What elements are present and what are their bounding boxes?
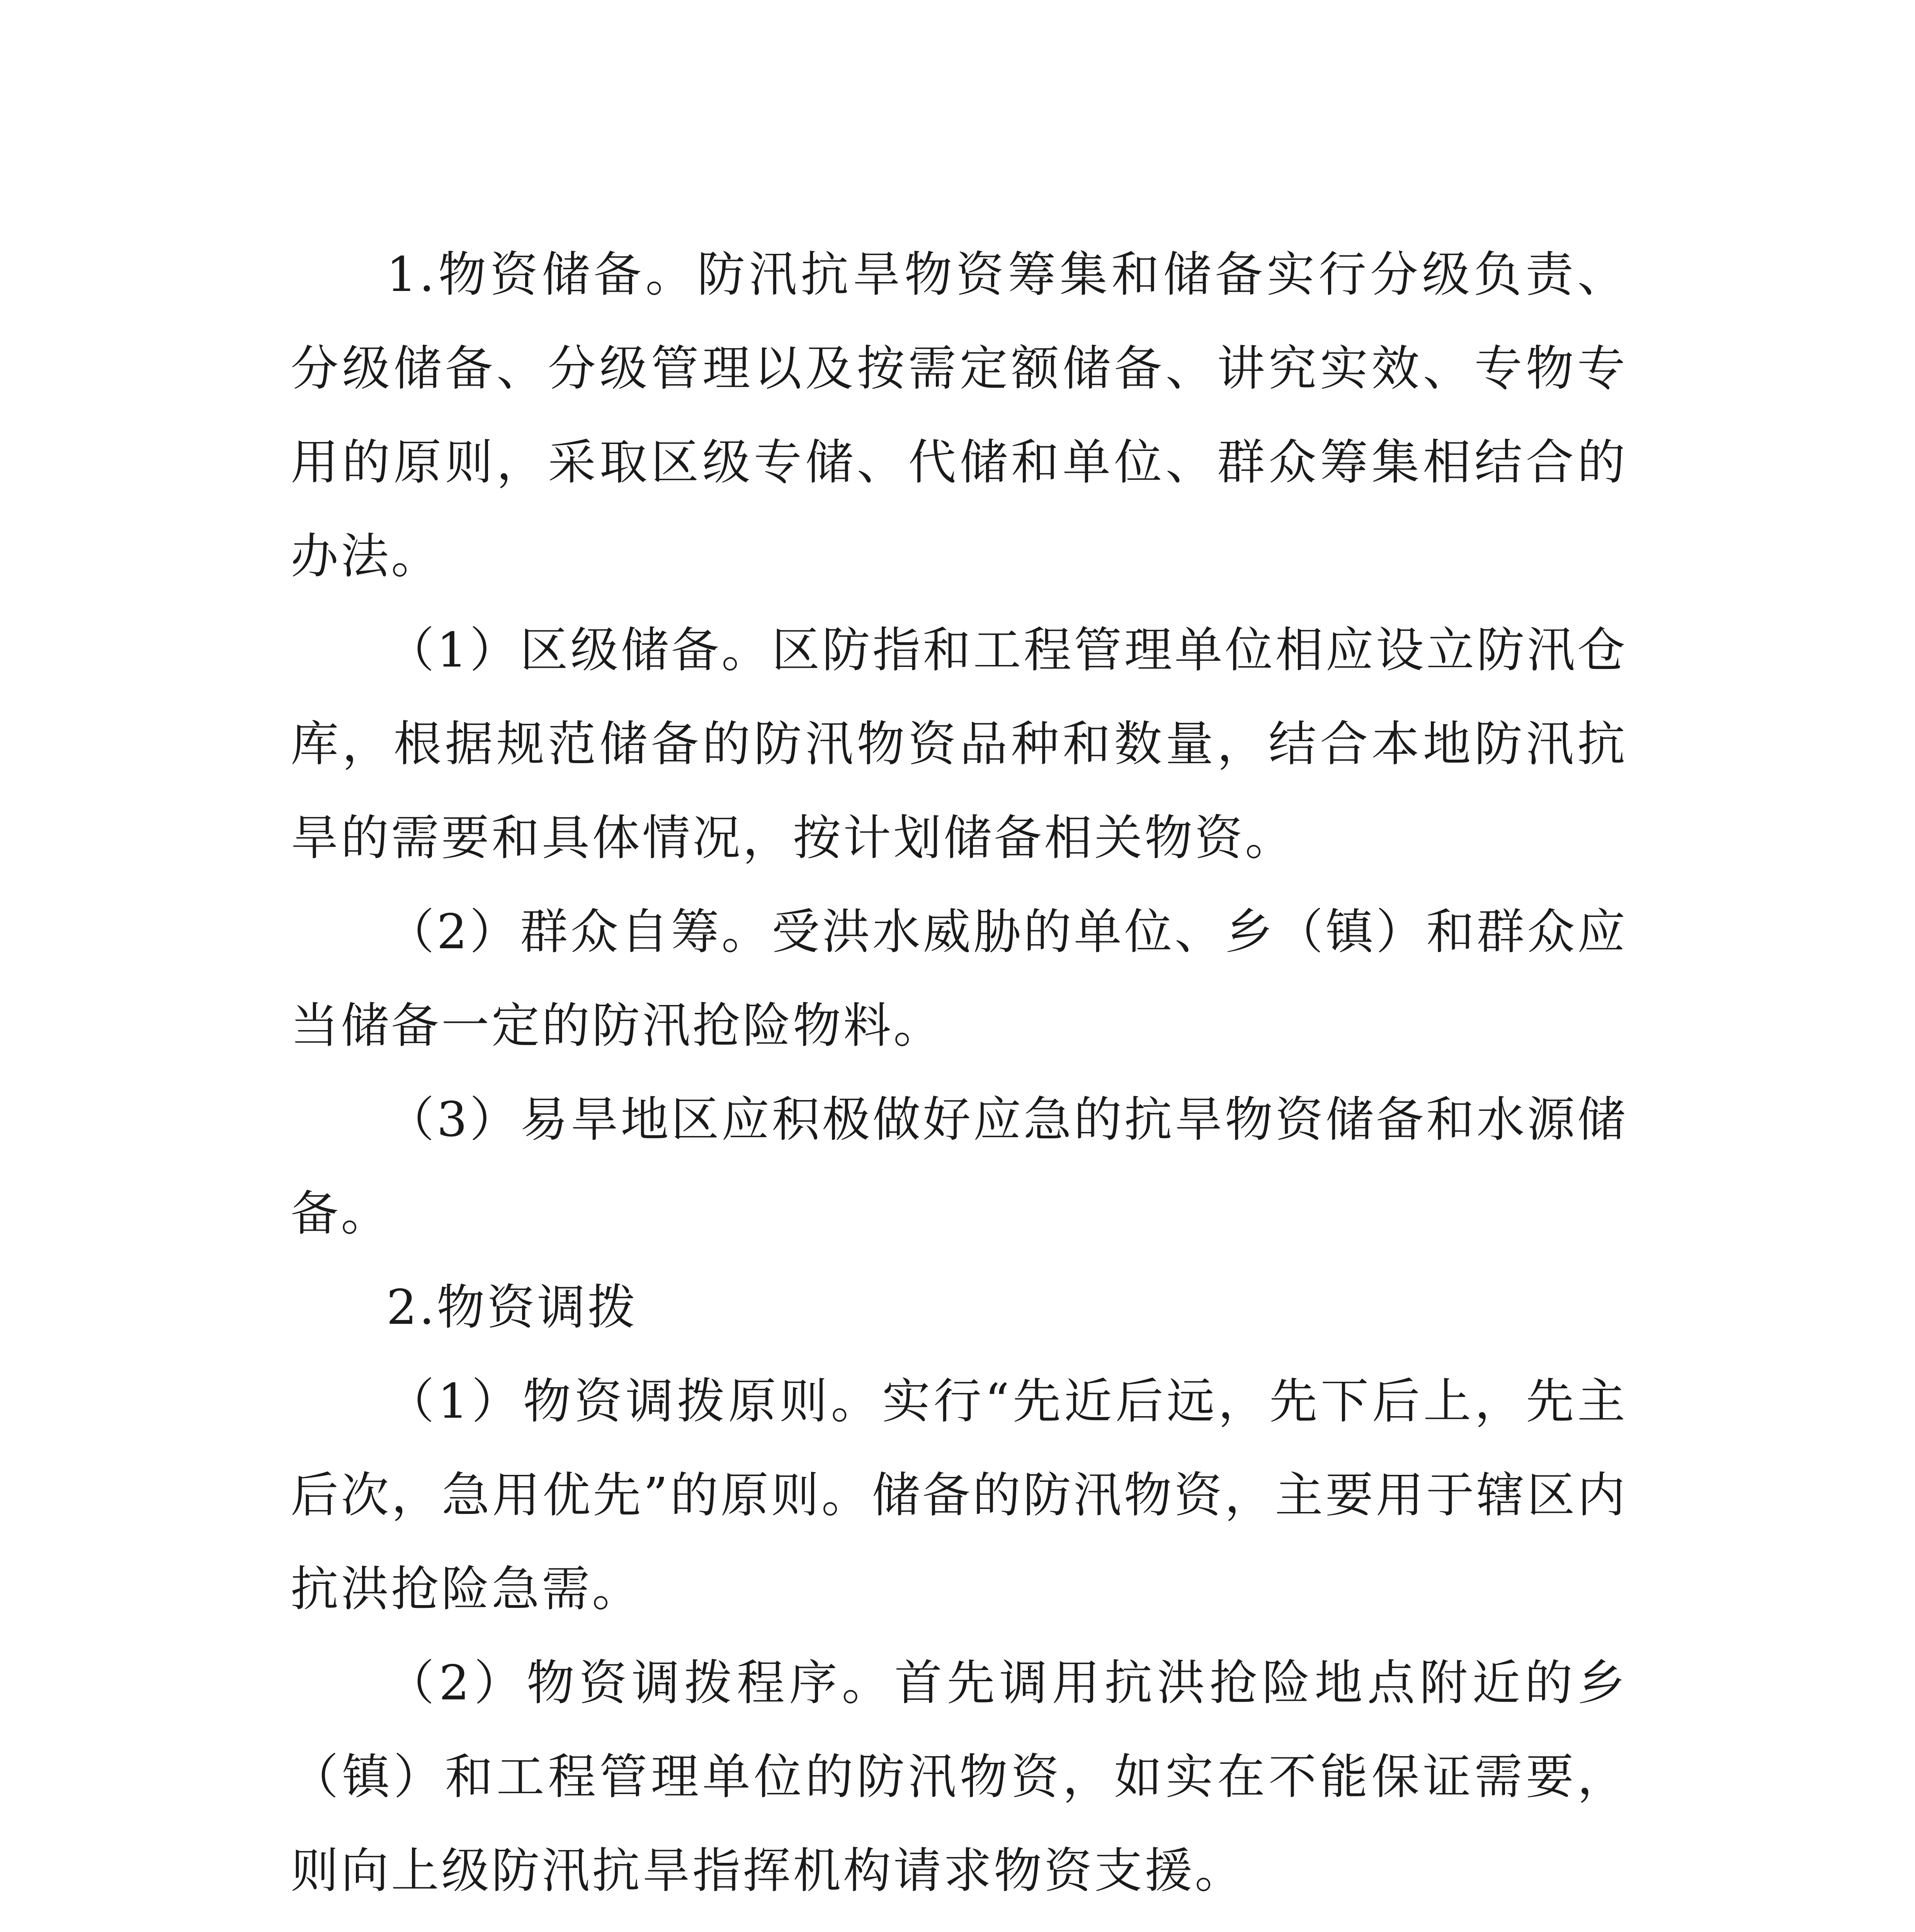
paragraph-material-reserve: 1.物资储备。防汛抗旱物资筹集和储备实行分级负责、分级储备、分级管理以及按需定额储备、讲究实效、专物专用的原则，采取区级专储、代储和单位、群众筹集相结合的办法。 bbox=[291, 247, 1628, 584]
paragraph-allocation-principle: （1）物资调拨原则。实行“先近后远，先下后上，先主后次，急用优先”的原则。储备的防汛物资，主要用于辖区内抗洪抢险急需。 bbox=[291, 1374, 1628, 1617]
document-body bbox=[291, 228, 1628, 1932]
paragraph-public-self-raised: （2）群众自筹。受洪水威胁的单位、乡（镇）和群众应当储备一定的防汛抢险物料。 bbox=[291, 904, 1628, 1054]
paragraph-district-reserve: （1）区级储备。区防指和工程管理单位相应设立防汛仓库，根据规范储备的防汛物资品种和数量，结合本地防汛抗旱的需要和具体情况，按计划储备相关物资。 bbox=[291, 622, 1628, 866]
heading-material-allocation: 2.物资调拨 bbox=[386, 1280, 638, 1335]
paragraph-drought-area-reserve: （3）易旱地区应积极做好应急的抗旱物资储备和水源储备。 bbox=[291, 1092, 1628, 1242]
paragraph-allocation-procedure: （2）物资调拨程序。首先调用抗洪抢险地点附近的乡（镇）和工程管理单位的防汛物资，如实在不能保证需要，则向上级防汛抗旱指挥机构请求物资支援。 bbox=[291, 1655, 1628, 1899]
paragraph-emergency-procurement bbox=[291, 1918, 1628, 1932]
